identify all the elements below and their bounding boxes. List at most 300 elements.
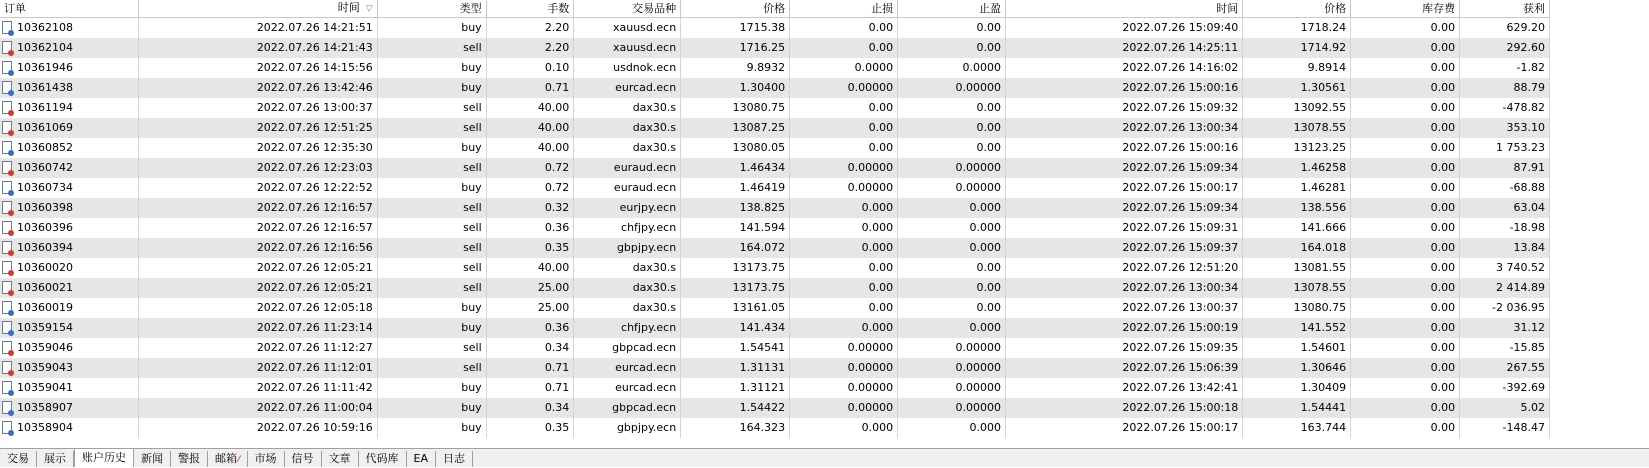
type-cell: sell [377,338,486,358]
tab-3[interactable] [134,451,171,467]
open-price-cell: 1.30400 [681,78,790,98]
tab-11[interactable] [436,451,473,467]
close-price-cell: 163.744 [1243,418,1351,438]
symbol-cell: dax30.s [574,138,681,158]
order-cell [0,378,139,398]
type-cell: sell [377,158,486,178]
lots-cell: 0.34 [486,398,574,418]
profit-cell: -18.98 [1460,218,1550,238]
lots-cell: 0.71 [486,358,574,378]
symbol-cell: euraud.ecn [574,158,681,178]
close-time-cell: 2022.07.26 13:00:34 [1006,118,1243,138]
table-row[interactable] [0,138,1550,158]
swap-cell: 0.00 [1351,98,1460,118]
open-time-cell: 2022.07.26 12:22:52 [139,178,377,198]
close-price-cell: 9.8914 [1243,58,1351,78]
take-profit-cell: 0.0000 [898,58,1006,78]
column-header-order[interactable] [0,0,139,18]
open-time-cell: 2022.07.26 12:05:21 [139,278,377,298]
table-header [0,0,1550,18]
column-header-sl[interactable] [790,0,898,18]
open-price-cell: 13161.05 [681,298,790,318]
column-header-symbol[interactable] [574,0,681,18]
type-cell: sell [377,98,486,118]
take-profit-cell: 0.00 [898,138,1006,158]
sell-order-icon [2,41,12,54]
open-price-cell: 164.323 [681,418,790,438]
tab-label: 文章 [328,452,351,465]
profit-cell: -2 036.95 [1460,298,1550,318]
tab-5[interactable] [208,451,248,467]
close-time-cell: 2022.07.26 15:09:34 [1006,158,1243,178]
profit-cell: 2 414.89 [1460,278,1550,298]
table-row[interactable] [0,278,1550,298]
table-row[interactable] [0,178,1550,198]
profit-cell: 1 753.23 [1460,138,1550,158]
order-type-dot-icon [8,330,14,336]
open-time-cell: 2022.07.26 12:05:21 [139,258,377,278]
order-type-dot-icon [8,70,14,76]
tab-4[interactable] [171,451,208,467]
lots-cell: 40.00 [486,138,574,158]
order-number: 10359043 [17,361,73,374]
table-row[interactable] [0,198,1550,218]
close-price-cell: 1.46258 [1243,158,1351,178]
close-time-cell: 2022.07.26 15:00:19 [1006,318,1243,338]
close-time-cell: 2022.07.26 15:09:35 [1006,338,1243,358]
swap-cell: 0.00 [1351,358,1460,378]
sell-order-icon [2,241,12,254]
take-profit-cell: 0.000 [898,198,1006,218]
close-time-cell: 2022.07.26 15:00:16 [1006,78,1243,98]
buy-order-icon [2,81,12,94]
symbol-cell: dax30.s [574,118,681,138]
stop-loss-cell: 0.00 [790,38,898,58]
take-profit-cell: 0.00 [898,98,1006,118]
type-cell: buy [377,58,486,78]
stop-loss-cell: 0.00000 [790,178,898,198]
open-price-cell: 13087.25 [681,118,790,138]
order-type-dot-icon [8,190,14,196]
stop-loss-cell: 0.00 [790,258,898,278]
open-price-cell: 1.46419 [681,178,790,198]
type-cell: buy [377,378,486,398]
order-number: 10361069 [17,121,73,134]
sell-order-icon [2,261,12,274]
table-row[interactable] [0,78,1550,98]
stop-loss-cell: 0.000 [790,218,898,238]
tab-label: 代码库 [365,452,399,465]
column-label: 价格 [763,1,786,15]
profit-cell: -68.88 [1460,178,1550,198]
column-header-profit[interactable] [1460,0,1550,18]
take-profit-cell: 0.00000 [898,78,1006,98]
column-label: 交易品种 [632,1,677,15]
order-number: 10360398 [17,201,73,214]
open-price-cell: 9.8932 [681,58,790,78]
profit-cell: -392.69 [1460,378,1550,398]
order-number: 10360020 [17,261,73,274]
order-cell [0,38,139,58]
type-cell: buy [377,18,486,39]
tab-7[interactable] [285,451,322,467]
order-type-dot-icon [8,170,14,176]
tab-label: 新闻 [141,452,163,465]
symbol-cell: eurcad.ecn [574,358,681,378]
tab-0[interactable] [0,451,37,467]
table-row[interactable] [0,98,1550,118]
tab-10[interactable] [407,451,436,467]
close-time-cell: 2022.07.26 15:09:32 [1006,98,1243,118]
take-profit-cell: 0.00 [898,18,1006,39]
symbol-cell: gbpcad.ecn [574,338,681,358]
open-price-cell: 1.54422 [681,398,790,418]
open-price-cell: 164.072 [681,238,790,258]
swap-cell: 0.00 [1351,258,1460,278]
swap-cell: 0.00 [1351,78,1460,98]
lots-cell: 0.71 [486,378,574,398]
take-profit-cell: 0.00000 [898,398,1006,418]
tab-label: 账户历史 [82,451,126,464]
table-row[interactable] [0,318,1550,338]
type-cell: sell [377,198,486,218]
profit-cell: -148.47 [1460,418,1550,438]
order-cell [0,338,139,358]
profit-cell: 629.20 [1460,18,1550,39]
symbol-cell: dax30.s [574,298,681,318]
type-cell: buy [377,398,486,418]
table-row[interactable] [0,418,1550,438]
order-type-dot-icon [8,350,14,356]
swap-cell: 0.00 [1351,418,1460,438]
close-price-cell: 13081.55 [1243,258,1351,278]
order-type-dot-icon [8,130,14,136]
column-label: 库存费 [1422,1,1456,15]
symbol-cell: eurjpy.ecn [574,198,681,218]
order-cell [0,278,139,298]
take-profit-cell: 0.000 [898,318,1006,338]
tab-8[interactable] [322,451,359,467]
tab-9[interactable] [359,451,407,467]
order-cell [0,198,139,218]
stop-loss-cell: 0.00000 [790,378,898,398]
close-time-cell: 2022.07.26 12:51:20 [1006,258,1243,278]
column-header-tp[interactable] [898,0,1006,18]
symbol-cell: xauusd.ecn [574,38,681,58]
open-time-cell: 2022.07.26 14:21:51 [139,18,377,39]
open-price-cell: 1.31121 [681,378,790,398]
order-type-dot-icon [8,90,14,96]
lots-cell: 2.20 [486,18,574,39]
stop-loss-cell: 0.00 [790,278,898,298]
close-price-cell: 13078.55 [1243,118,1351,138]
profit-cell: 31.12 [1460,318,1550,338]
type-cell: sell [377,278,486,298]
swap-cell: 0.00 [1351,278,1460,298]
symbol-cell: chfjpy.ecn [574,218,681,238]
column-header-open-time[interactable] [139,0,377,18]
tab-6[interactable] [248,451,285,467]
column-header-lots[interactable] [486,0,574,18]
swap-cell: 0.00 [1351,338,1460,358]
order-type-dot-icon [8,30,14,36]
take-profit-cell: 0.00000 [898,158,1006,178]
swap-cell: 0.00 [1351,218,1460,238]
symbol-cell: dax30.s [574,258,681,278]
type-cell: sell [377,38,486,58]
close-price-cell: 1.30409 [1243,378,1351,398]
order-type-dot-icon [8,50,14,56]
open-time-cell: 2022.07.26 12:23:03 [139,158,377,178]
symbol-cell: gbpjpy.ecn [574,238,681,258]
close-price-cell: 141.552 [1243,318,1351,338]
close-time-cell: 2022.07.26 15:00:16 [1006,138,1243,158]
order-number: 10359154 [17,321,73,334]
column-label: 手数 [547,1,570,15]
lots-cell: 0.36 [486,318,574,338]
table-row[interactable] [0,338,1550,358]
swap-cell: 0.00 [1351,118,1460,138]
column-header-type[interactable] [377,0,486,18]
table-row[interactable] [0,118,1550,138]
type-cell: buy [377,298,486,318]
lots-cell: 0.10 [486,58,574,78]
order-type-dot-icon [8,270,14,276]
sort-arrow-icon: ▽ [365,4,373,14]
buy-order-icon [2,61,12,74]
terminal-tab-bar [0,448,1649,467]
close-price-cell: 1.54601 [1243,338,1351,358]
close-time-cell: 2022.07.26 15:09:40 [1006,18,1243,39]
open-price-cell: 1715.38 [681,18,790,39]
open-time-cell: 2022.07.26 14:15:56 [139,58,377,78]
order-number: 10360021 [17,281,73,294]
open-time-cell: 2022.07.26 13:00:37 [139,98,377,118]
lots-cell: 0.72 [486,158,574,178]
order-cell [0,58,139,78]
table-row[interactable] [0,238,1550,258]
order-cell [0,298,139,318]
column-label: 止盈 [979,1,1001,15]
close-price-cell: 1.30646 [1243,358,1351,378]
take-profit-cell: 0.00000 [898,178,1006,198]
stop-loss-cell: 0.000 [790,418,898,438]
table-row[interactable] [0,258,1550,278]
lots-cell: 25.00 [486,278,574,298]
stop-loss-cell: 0.0000 [790,58,898,78]
column-label: 时间 [337,1,360,14]
order-type-dot-icon [8,110,14,116]
type-cell: buy [377,78,486,98]
buy-order-icon [2,321,12,334]
buy-order-icon [2,21,12,34]
lots-cell: 0.72 [486,178,574,198]
order-number: 10362108 [17,21,73,34]
close-time-cell: 2022.07.26 15:09:31 [1006,218,1243,238]
close-price-cell: 1.30561 [1243,78,1351,98]
lots-cell: 0.35 [486,418,574,438]
stop-loss-cell: 0.00 [790,98,898,118]
stop-loss-cell: 0.00 [790,298,898,318]
open-time-cell: 2022.07.26 11:00:04 [139,398,377,418]
column-label: 止损 [871,1,894,15]
table-row[interactable] [0,58,1550,78]
close-price-cell: 164.018 [1243,238,1351,258]
profit-cell: -1.82 [1460,58,1550,78]
column-header-swap[interactable] [1351,0,1460,18]
close-time-cell: 2022.07.26 13:42:41 [1006,378,1243,398]
open-time-cell: 2022.07.26 14:21:43 [139,38,377,58]
order-type-dot-icon [8,410,14,416]
close-price-cell: 13092.55 [1243,98,1351,118]
type-cell: sell [377,258,486,278]
close-time-cell: 2022.07.26 15:00:17 [1006,418,1243,438]
lots-cell: 0.36 [486,218,574,238]
symbol-cell: dax30.s [574,98,681,118]
open-time-cell: 2022.07.26 12:16:57 [139,198,377,218]
order-type-dot-icon [8,390,14,396]
table-row[interactable] [0,358,1550,378]
column-header-open-price[interactable] [681,0,790,18]
tab-label: 日志 [443,452,465,465]
close-time-cell: 2022.07.26 13:00:34 [1006,278,1243,298]
table-row[interactable] [0,398,1550,418]
table-row[interactable] [0,218,1550,238]
tab-2[interactable] [74,449,134,467]
type-cell: buy [377,418,486,438]
table-row[interactable] [0,158,1550,178]
open-time-cell: 2022.07.26 12:05:18 [139,298,377,318]
take-profit-cell: 0.000 [898,418,1006,438]
profit-cell: 13.84 [1460,238,1550,258]
take-profit-cell: 0.00000 [898,378,1006,398]
sell-order-icon [2,281,12,294]
order-number: 10361194 [17,101,73,114]
new-mail-indicator-icon: ⁄ [238,455,240,465]
close-time-cell: 2022.07.26 15:00:18 [1006,398,1243,418]
swap-cell: 0.00 [1351,38,1460,58]
order-cell [0,358,139,378]
stop-loss-cell: 0.00000 [790,338,898,358]
symbol-cell: chfjpy.ecn [574,318,681,338]
sell-order-icon [2,201,12,214]
table-row[interactable] [0,298,1550,318]
order-number: 10360852 [17,141,73,154]
order-type-dot-icon [8,250,14,256]
close-time-cell: 2022.07.26 15:00:17 [1006,178,1243,198]
open-price-cell: 141.594 [681,218,790,238]
buy-order-icon [2,141,12,154]
open-time-cell: 2022.07.26 13:42:46 [139,78,377,98]
take-profit-cell: 0.000 [898,238,1006,258]
swap-cell: 0.00 [1351,158,1460,178]
profit-cell: 88.79 [1460,78,1550,98]
tab-1[interactable] [37,451,74,467]
take-profit-cell: 0.00 [898,278,1006,298]
swap-cell: 0.00 [1351,198,1460,218]
column-header-close-time[interactable] [1006,0,1243,18]
column-header-close-price[interactable] [1243,0,1351,18]
buy-order-icon [2,301,12,314]
close-price-cell: 13123.25 [1243,138,1351,158]
lots-cell: 40.00 [486,258,574,278]
lots-cell: 40.00 [486,98,574,118]
open-time-cell: 2022.07.26 10:59:16 [139,418,377,438]
table-row[interactable] [0,18,1550,39]
swap-cell: 0.00 [1351,58,1460,78]
symbol-cell: gbpjpy.ecn [574,418,681,438]
order-number: 10361946 [17,61,73,74]
order-type-dot-icon [8,150,14,156]
table-row[interactable] [0,378,1550,398]
order-cell [0,398,139,418]
take-profit-cell: 0.00 [898,258,1006,278]
swap-cell: 0.00 [1351,18,1460,39]
take-profit-cell: 0.00 [898,38,1006,58]
type-cell: sell [377,118,486,138]
order-cell [0,158,139,178]
lots-cell: 0.34 [486,338,574,358]
swap-cell: 0.00 [1351,138,1460,158]
close-time-cell: 2022.07.26 15:09:34 [1006,198,1243,218]
open-time-cell: 2022.07.26 11:12:01 [139,358,377,378]
column-label: 类型 [459,1,482,15]
tab-label: 信号 [291,452,314,465]
type-cell: sell [377,238,486,258]
take-profit-cell: 0.00000 [898,358,1006,378]
close-time-cell: 2022.07.26 15:09:37 [1006,238,1243,258]
order-cell [0,218,139,238]
open-price-cell: 13080.75 [681,98,790,118]
order-cell [0,118,139,138]
table-row[interactable] [0,38,1550,58]
order-cell [0,18,139,39]
type-cell: sell [377,358,486,378]
profit-cell: 87.91 [1460,158,1550,178]
order-cell [0,138,139,158]
order-number: 10360396 [17,221,73,234]
swap-cell: 0.00 [1351,238,1460,258]
order-cell [0,78,139,98]
stop-loss-cell: 0.000 [790,198,898,218]
lots-cell: 0.35 [486,238,574,258]
open-price-cell: 13173.75 [681,258,790,278]
swap-cell: 0.00 [1351,378,1460,398]
close-time-cell: 2022.07.26 14:16:02 [1006,58,1243,78]
open-price-cell: 1716.25 [681,38,790,58]
order-type-dot-icon [8,210,14,216]
close-time-cell: 2022.07.26 15:06:39 [1006,358,1243,378]
close-price-cell: 1.46281 [1243,178,1351,198]
symbol-cell: dax30.s [574,278,681,298]
symbol-cell: gbpcad.ecn [574,398,681,418]
open-time-cell: 2022.07.26 11:12:27 [139,338,377,358]
tab-label: 警报 [178,452,200,465]
profit-cell: 292.60 [1460,38,1550,58]
sell-order-icon [2,361,12,374]
close-price-cell: 1714.92 [1243,38,1351,58]
stop-loss-cell: 0.00000 [790,78,898,98]
tab-label: 邮箱 [215,452,237,465]
order-cell [0,238,139,258]
close-price-cell: 13078.55 [1243,278,1351,298]
lots-cell: 40.00 [486,118,574,138]
order-cell [0,318,139,338]
profit-cell: 5.02 [1460,398,1550,418]
order-number: 10360734 [17,181,73,194]
type-cell: sell [377,218,486,238]
open-time-cell: 2022.07.26 12:51:25 [139,118,377,138]
